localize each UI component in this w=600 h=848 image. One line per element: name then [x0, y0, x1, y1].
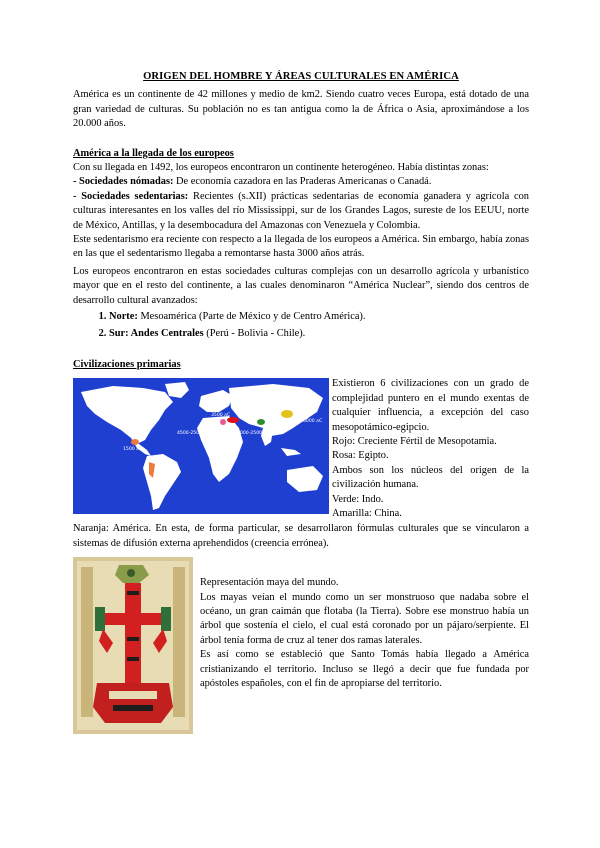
text-nomadas: De economía cazadora en las Praderas Americanas o Canadá. [173, 176, 432, 188]
paragraph-llegada: Con su llegada en 1492, los europeos encontraron un continente heterogéneo. Había distintas zonas: [73, 162, 489, 174]
paragraph-sedentarismo: Este sedentarismo era reciente con respecto a la llegada de los europeos a América. Sin embargo, había zonas en las que el sedentarismo llegaba a remontarse hasta 3000 años atrás. [73, 234, 529, 260]
world-map-image [73, 378, 329, 514]
map-label: 1500 aC [123, 447, 143, 453]
map-text: Rosa: Egipto. [332, 450, 389, 462]
maya-world-image [73, 557, 193, 734]
map-label: 5000 aC [303, 419, 323, 425]
map-text: Existieron 6 civilizaciones con un grado de complejidad puntero en el mundo exentas de cualquier influencia, a excepción del caso mesopotámico-egipcio. [332, 378, 529, 433]
map-label: 900 aC [159, 465, 176, 471]
text-sedentarias: Recientes (s.XII) prácticas sedentarias de economía ganadera y agrícola con culturas interesantes en los valles del río Mississippi, sur de los Grandes Lagos, sureste de los EEUU, norte de México, Antillas, y la desembocadura del Amazonas con Venezuela y Colombia. [73, 190, 529, 231]
map-text: Ambos son los núcleos del origen de la civilización humana. [332, 464, 529, 491]
label-nomadas: - Sociedades nómadas: [73, 176, 174, 188]
section-heading-llegada: América a la llegada de los europeos [73, 147, 234, 159]
egypt-marker [220, 419, 226, 425]
maya-text: Representación maya del mundo. [200, 577, 339, 589]
maya-description [200, 576, 529, 691]
map-text: Amarilla: China. [332, 507, 402, 519]
map-label: 4500-2500 aC [177, 431, 210, 437]
map-text: Rojo: Creciente Fértil de Mesopotamia. [332, 435, 497, 447]
maya-text: Los mayas veían el mundo como un ser monstruoso que nadaba sobre el océano, un gran caimán que flotaba (la Tierra). Sobre ese monstruo había un árbol que sostenía el cielo, el cual está coronado por un pájaro/serpiente. El árbol tenía forma de cruz al tener dos ramas laterales. [200, 591, 529, 646]
list-item: 1. Norte: Mesoamérica (Parte de México y de Centro América). [109, 310, 529, 324]
centers-list [73, 310, 529, 341]
paragraph-sedentarias [73, 190, 529, 233]
section-heading-civilizaciones: Civilizaciones primarias [73, 358, 181, 370]
china-marker [281, 410, 293, 418]
map-text: Verde: Indo. [332, 493, 384, 505]
maya-text: Es así como se estableció que Santo Tomás había llegado a América cristianizando el territorio. Incluso se llegó a decir que fue fundada por apóstoles españoles, con el fin de apropiarse del territorio. [200, 649, 529, 690]
paragraph-america-nuclear: Los europeos encontraron en estas sociedades culturas complejas con un desarrollo agrícola y urbanístico mayor que en el resto del continente, a las cuales denominaron “América Nuclear”, siendo dos centros de desarrollo cultural avanzados: [73, 265, 529, 306]
document-page [73, 70, 529, 734]
intro-paragraph: América es un continente de 42 millones y medio de km2. Siendo cuatro veces Europa, está dotado de una gran variedad de culturas. Su población no es tan antigua como la de África o Asia, aproximándose a los 20.000 años. [73, 89, 529, 130]
map-description [332, 377, 529, 521]
paragraph-naranja: Naranja: América. En esta, de forma particular, se desarrollaron fórmulas culturales que se vincularon a sistemas de difusión externa aprehendidos (creencia errónea). [73, 523, 529, 549]
label-sedentarias: - Sociedades sedentarias: [73, 190, 189, 202]
list-item: 2. Sur: Andes Centrales (Perú - Bolivia - Chile). [109, 327, 529, 341]
map-label: 2500 aC [159, 473, 179, 479]
indus-marker [257, 419, 265, 425]
map-label: 2000-2500 aC [237, 431, 270, 437]
document-title: ORIGEN DEL HOMBRE Y ÁREAS CULTURALES EN AMÉRICA [143, 71, 459, 82]
mesoamerica-marker [131, 439, 139, 445]
paragraph-nomadas [73, 175, 529, 189]
map-label: 3500 aC [211, 413, 231, 419]
